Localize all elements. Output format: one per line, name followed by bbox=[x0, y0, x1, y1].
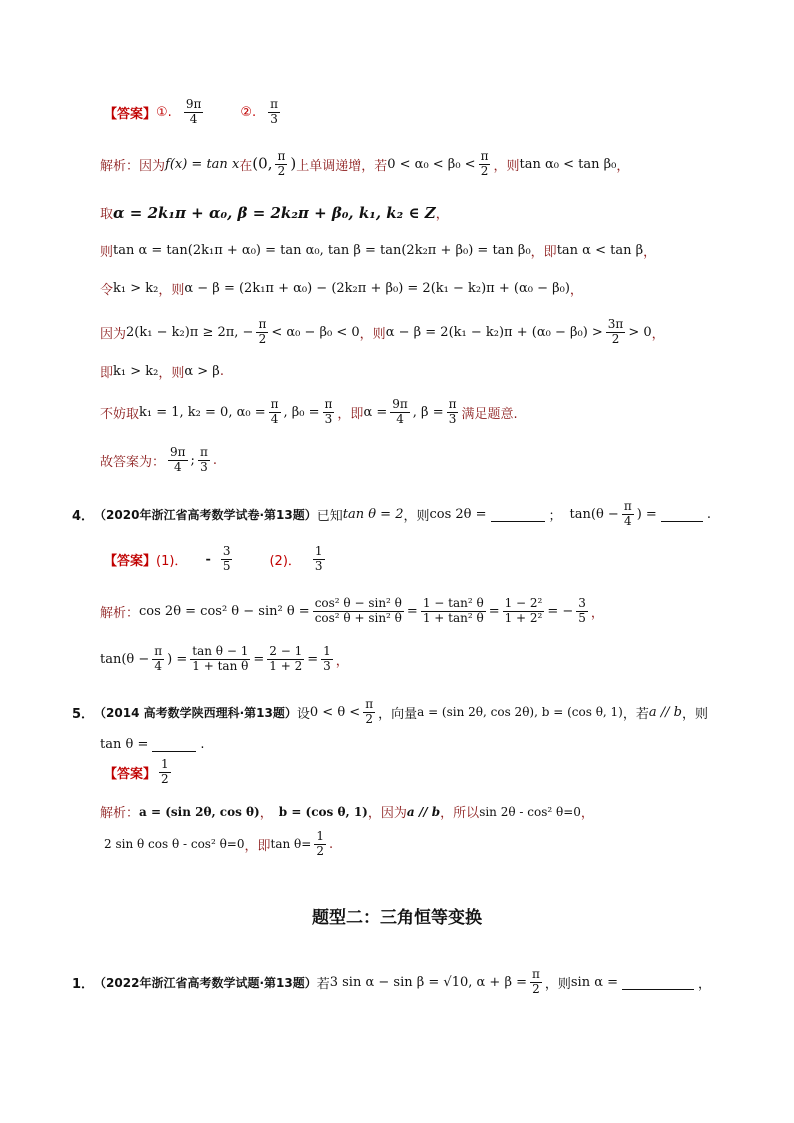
frac-pi-2 bbox=[363, 698, 375, 727]
math-expr: 3 sin α − sin β = √10, α + β = bbox=[329, 974, 527, 990]
frac-den: 2 bbox=[611, 331, 620, 346]
sol-text: ， bbox=[580, 806, 594, 821]
math-expr: α − β = 2(k₁ − k₂)π + (α₀ − β₀) > bbox=[385, 324, 603, 340]
sol-text: 因为 bbox=[100, 326, 127, 342]
q4-sol-line-2 bbox=[100, 645, 349, 674]
frac-num: π bbox=[270, 97, 279, 111]
answer-2-frac bbox=[313, 545, 325, 574]
sol-text: ， bbox=[435, 207, 449, 222]
q3-answer-line bbox=[104, 98, 283, 127]
sol-text: ，所以 bbox=[440, 806, 480, 821]
q3-sol-line-5 bbox=[100, 318, 665, 347]
q3-sol-line-4 bbox=[100, 279, 583, 298]
q3-sol-line-3 bbox=[100, 241, 656, 260]
frac-num: 9π bbox=[185, 97, 202, 111]
math-expr: ) = bbox=[167, 651, 188, 667]
sol-text: ， bbox=[569, 283, 583, 298]
frac bbox=[576, 597, 588, 626]
question-text: ， bbox=[698, 976, 712, 992]
answer-blank[interactable] bbox=[622, 975, 694, 990]
math-expr: tan α₀ < tan β₀ bbox=[519, 156, 617, 172]
frac bbox=[421, 597, 486, 626]
frac-den: 2 bbox=[532, 981, 540, 996]
q5-answer-line bbox=[104, 758, 174, 787]
frac-den: 3 bbox=[448, 411, 457, 426]
frac-pi-4 bbox=[152, 645, 164, 674]
sol-text: ，则 bbox=[359, 326, 386, 342]
frac-num: π bbox=[277, 149, 286, 163]
math-expr: cos 2θ = cos² θ − sin² θ = bbox=[139, 603, 310, 619]
frac-den: 4 bbox=[189, 111, 198, 126]
math-expr: tan(θ − bbox=[569, 506, 619, 522]
question-text: . bbox=[706, 506, 711, 522]
frac-den: 1 + 2 bbox=[269, 658, 303, 673]
frac-den: 2 bbox=[161, 771, 169, 786]
frac-pi-3 bbox=[447, 398, 459, 427]
frac-pi-2 bbox=[479, 150, 491, 179]
frac-num: 1 − tan² θ bbox=[422, 596, 484, 610]
sol-text: 上单调递增，若 bbox=[296, 158, 388, 174]
frac-den: 4 bbox=[270, 411, 279, 426]
frac-den: 2 bbox=[365, 711, 373, 726]
frac-den: 1 + tan θ bbox=[192, 658, 249, 673]
math-expr: b = (cos θ, 1) bbox=[278, 804, 368, 819]
math-expr: cos 2θ = bbox=[429, 506, 487, 522]
answer-2-prefix: (2)． bbox=[269, 553, 301, 569]
math-expr: f(x) = tan x bbox=[165, 156, 240, 172]
frac-den: 1 + 2² bbox=[504, 610, 543, 625]
q3-sol-line-8 bbox=[100, 446, 217, 475]
frac-den: 2 bbox=[277, 163, 286, 178]
answer-2-frac bbox=[268, 98, 280, 127]
frac-num: π bbox=[258, 317, 267, 331]
math-expr: > 0 bbox=[628, 324, 652, 340]
answer-label: 【答案】 bbox=[104, 106, 157, 122]
math-expr: 0 < θ < bbox=[309, 704, 361, 720]
answer-label: 【答案】 bbox=[104, 766, 157, 782]
question-text: ，则 bbox=[403, 508, 430, 524]
math-expr: = − bbox=[547, 603, 574, 619]
frac-num: π bbox=[448, 397, 457, 411]
frac-den: 4 bbox=[154, 658, 163, 673]
frac-num: cos² θ − sin² θ bbox=[314, 596, 402, 610]
answer-blank-1[interactable] bbox=[491, 507, 545, 522]
frac-pi-2 bbox=[530, 968, 542, 997]
sol-text: 在 bbox=[239, 158, 253, 174]
sol-text: ，因为 bbox=[367, 806, 407, 821]
q4-answer-line bbox=[104, 545, 328, 574]
sol-text: ， bbox=[590, 605, 604, 621]
frac-den: 3 bbox=[270, 111, 278, 126]
math-expr: tan θ= bbox=[270, 837, 312, 852]
frac-den: 5 bbox=[222, 558, 231, 573]
answer-1-frac bbox=[221, 545, 233, 574]
math-expr: , β = bbox=[412, 404, 444, 420]
frac-den: 5 bbox=[578, 610, 586, 625]
math-expr: = bbox=[488, 603, 500, 619]
question-text: 设 bbox=[296, 706, 310, 722]
math-expr: = bbox=[406, 603, 418, 619]
q4-statement bbox=[72, 500, 711, 529]
frac-num: 1 − 2² bbox=[504, 596, 543, 610]
q5-sol-line-1 bbox=[100, 802, 594, 821]
question-text: 若 bbox=[316, 976, 330, 992]
q3-sol-line-7 bbox=[100, 398, 518, 427]
answer-1-sign: - bbox=[205, 551, 211, 567]
frac-num: π bbox=[154, 644, 163, 658]
sol-text: 故答案为： bbox=[100, 454, 166, 470]
sol-text: . bbox=[212, 452, 217, 468]
math-expr: k₁ > k₂ bbox=[113, 364, 159, 379]
frac-num: π bbox=[199, 445, 208, 459]
sol-text: ， bbox=[651, 326, 665, 342]
frac-num: tan θ − 1 bbox=[192, 644, 249, 658]
frac-num: 9π bbox=[392, 397, 408, 411]
frac-num: 3 bbox=[222, 544, 231, 558]
math-expr: sin 2θ - cos² θ=0 bbox=[479, 804, 581, 819]
question-text: ，则 bbox=[544, 976, 571, 992]
frac-num: π bbox=[324, 397, 333, 411]
math-expr: ; bbox=[190, 452, 195, 468]
frac-num: 3 bbox=[578, 596, 586, 610]
answer-blank[interactable] bbox=[152, 737, 196, 752]
q5-line-2 bbox=[100, 737, 204, 752]
math-expr: a // b bbox=[648, 704, 682, 720]
math-expr: α − β = (2k₁π + α₀) − (2k₂π + β₀) = 2(k₁ − k₂)π + (α₀ − β₀) bbox=[184, 281, 570, 296]
question-text: ，向量 bbox=[378, 706, 418, 722]
sol-text: 解析： bbox=[100, 806, 140, 821]
frac-den: 3 bbox=[323, 658, 331, 673]
sol-text: 不妨取 bbox=[100, 406, 140, 422]
frac-num: 1 bbox=[314, 544, 323, 558]
frac-num: 1 bbox=[323, 644, 331, 658]
frac-den: 3 bbox=[314, 558, 323, 573]
frac-num: 1 bbox=[316, 829, 324, 843]
frac bbox=[503, 597, 545, 626]
frac-num: π bbox=[480, 149, 489, 163]
frac-den: 4 bbox=[396, 411, 404, 426]
frac-num: π bbox=[623, 499, 632, 513]
frac-den: 2 bbox=[258, 331, 267, 346]
q3-sol-line-2 bbox=[100, 203, 449, 222]
answer-blank-2[interactable] bbox=[661, 507, 703, 522]
sol-text: ，即 bbox=[244, 838, 271, 854]
frac-den: 4 bbox=[623, 513, 632, 528]
frac-num: π bbox=[531, 967, 540, 981]
sol-text: ，即 bbox=[337, 406, 364, 422]
frac-den: 2 bbox=[316, 843, 324, 858]
math-expr: tan(θ − bbox=[100, 651, 150, 667]
frac-num: 9π bbox=[170, 445, 186, 459]
q5-sol-line-2 bbox=[104, 830, 333, 859]
sol-text: 满足题意. bbox=[461, 406, 518, 422]
sol-text: 解析： bbox=[100, 605, 140, 621]
math-expr: α = 2k₁π + α₀, β = 2k₂π + β₀, k₁, k₂ ∈ Z bbox=[113, 203, 436, 222]
sol-text: ，则 bbox=[493, 158, 520, 174]
answer-2-prefix: ②. bbox=[240, 104, 257, 120]
question-source: （2020年浙江省高考数学试卷·第13题） bbox=[94, 507, 317, 522]
frac-den: 1 + tan² θ bbox=[422, 610, 484, 625]
section-title: 题型二：三角恒等变换 bbox=[312, 908, 482, 928]
question-source: （2022年浙江省高考数学试题·第13题） bbox=[94, 975, 317, 990]
math-expr: 2 sin θ cos θ - cos² θ=0 bbox=[104, 837, 245, 852]
frac-den: 3 bbox=[324, 411, 333, 426]
sol-text: . bbox=[328, 836, 334, 852]
question-text: 已知 bbox=[316, 508, 343, 524]
sol-text: 解析：因为 bbox=[100, 158, 166, 174]
question-number: 4． bbox=[72, 508, 95, 524]
math-expr: α > β bbox=[184, 364, 220, 379]
math-expr: ) = bbox=[636, 506, 657, 522]
frac-den: 3 bbox=[200, 459, 208, 474]
sol-text: . bbox=[219, 364, 224, 379]
frac-num: 3π bbox=[607, 317, 624, 331]
frac-num: 1 bbox=[161, 757, 169, 771]
frac-pi-3 bbox=[323, 398, 335, 427]
sol-text: ，则 bbox=[158, 283, 185, 298]
math-expr: tan α < tan β bbox=[556, 243, 644, 258]
interval: (0, $\frac{\pi}{2}$ ) bbox=[252, 149, 297, 178]
frac-9pi-4 bbox=[168, 446, 188, 475]
answer-label: 【答案】 bbox=[104, 553, 157, 569]
frac-num: π bbox=[365, 697, 374, 711]
frac bbox=[190, 645, 250, 674]
frac-den: 2 bbox=[480, 163, 489, 178]
sol-text: ， bbox=[643, 245, 657, 260]
q3-sol-line-1 bbox=[100, 150, 629, 179]
math-expr: a = (sin 2θ, cos θ) bbox=[139, 804, 260, 819]
math-expr: sin α = bbox=[570, 974, 619, 990]
math-expr: , β₀ = bbox=[283, 404, 320, 420]
frac-1-2 bbox=[314, 830, 326, 859]
frac-9pi-4 bbox=[390, 398, 410, 427]
frac bbox=[267, 645, 304, 674]
sol-text: ，则 bbox=[158, 366, 185, 381]
frac-den: cos² θ + sin² θ bbox=[314, 610, 402, 625]
frac-3pi-2 bbox=[606, 318, 626, 347]
sol-text: 取 bbox=[100, 207, 114, 222]
frac-pi-2 bbox=[256, 318, 268, 347]
frac-num: π bbox=[270, 397, 279, 411]
question-text: ，若 bbox=[622, 706, 649, 722]
q5-statement bbox=[72, 698, 708, 727]
math-expr: < α₀ − β₀ < 0 bbox=[271, 324, 360, 340]
question-number: 1． bbox=[72, 976, 95, 992]
frac bbox=[321, 645, 333, 674]
frac-num: 2 − 1 bbox=[269, 644, 303, 658]
frac bbox=[313, 597, 404, 626]
sol-text: ， bbox=[616, 158, 630, 174]
question-source: （2014 高考数学陕西理科·第13题） bbox=[94, 705, 297, 720]
sol-text: ，即 bbox=[530, 245, 557, 260]
frac-pi-3 bbox=[198, 446, 210, 475]
math-expr: k₁ = 1, k₂ = 0, α₀ = bbox=[139, 404, 266, 420]
frac-pi-4 bbox=[622, 500, 634, 529]
frac-pi-4 bbox=[269, 398, 281, 427]
math-expr: k₁ > k₂ bbox=[113, 281, 159, 296]
math-expr: a = (sin 2θ, cos 2θ), b = (cos θ, 1) bbox=[417, 705, 623, 720]
answer-frac bbox=[159, 758, 171, 787]
math-expr: 2(k₁ − k₂)π ≥ 2π, − bbox=[126, 324, 254, 340]
question-text: ，则 bbox=[682, 706, 709, 722]
math-expr: = bbox=[307, 651, 319, 667]
math-expr: 0 < α₀ < β₀ < bbox=[387, 156, 476, 172]
sol-text: 令 bbox=[100, 283, 114, 298]
frac-den: 4 bbox=[173, 459, 182, 474]
math-expr: tan θ = bbox=[100, 737, 149, 752]
answer-1-prefix: ①. bbox=[156, 104, 172, 120]
s2q1-statement bbox=[72, 968, 711, 997]
math-expr: α = bbox=[363, 404, 388, 420]
math-expr: = bbox=[253, 651, 265, 667]
question-text: ； bbox=[548, 508, 562, 524]
answer-1-frac bbox=[184, 98, 204, 127]
question-number: 5． bbox=[72, 706, 95, 722]
answer-1-prefix: (1)． bbox=[156, 553, 188, 569]
math-expr: tan θ = 2 bbox=[342, 506, 404, 522]
sol-text: 即 bbox=[100, 366, 114, 381]
q4-sol-line-1 bbox=[100, 597, 604, 626]
sol-text: 则 bbox=[100, 245, 114, 260]
math-expr: a // b bbox=[406, 804, 441, 819]
q3-sol-line-6 bbox=[100, 362, 224, 381]
question-text: . bbox=[200, 737, 205, 752]
sol-text: ， bbox=[259, 806, 273, 821]
sol-text: ， bbox=[335, 653, 349, 669]
math-expr: tan α = tan(2k₁π + α₀) = tan α₀, tan β = tan(2k₂π + β₀) = tan β₀ bbox=[113, 243, 531, 258]
